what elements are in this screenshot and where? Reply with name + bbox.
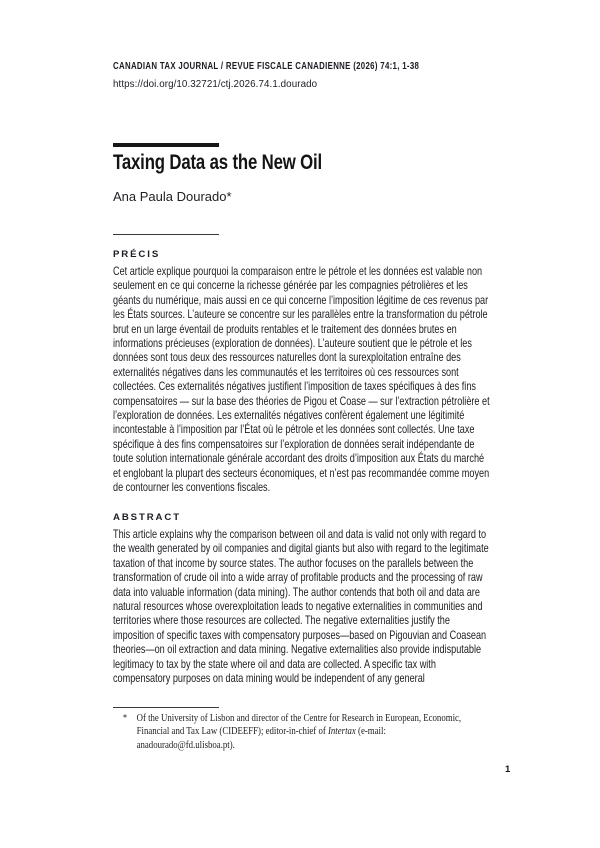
- footnote-text: [137, 712, 463, 752]
- doi-link[interactable]: https://doi.org/10.32721/ctj.2026.74.1.dourado: [113, 79, 318, 90]
- abstract-body-text: This article explains why the comparison between oil and data is valid not only with regard to the wealth generated by oil companies and digital giants but also with regard to the legitimate taxation of that income by source states. The author focuses on the parallels between the transformation of crude oil into a wide array of profitable products and the processing of raw data into valuable information (data mining). The author contends that both oil and data are natural resources whose overexploitation leads to negative externalities in communities and territories where those resources are collected. The negative externalities justify the imposition of specific taxes with compensatory purposes—based on Pigouvian and Coasean theories—on oil extraction and data mining. Negative externalities also provide indisputable legitimacy to tax by the state where oil and data are collected. A specific tax with compensatory purposes on data mining would be independent of any general: [113, 527, 489, 686]
- footnote-text-after-italic: (e-mail: anadourado@fd.ulisboa.pt).: [136, 725, 386, 751]
- footnote-italic-journal-name: Intertax: [327, 725, 356, 738]
- abstract-heading: ABSTRACT: [113, 512, 181, 523]
- article-author: Ana Paula Dourado*: [113, 189, 232, 204]
- author-footnote: [123, 712, 462, 752]
- title-accent-bar: [113, 143, 219, 147]
- page-number: 1: [505, 764, 511, 775]
- precis-heading: PRÉCIS: [113, 249, 161, 260]
- journal-citation-line: CANADIAN TAX JOURNAL / REVUE FISCALE CANADIENNE (2026) 74:1, 1-38: [113, 61, 420, 72]
- precis-divider-rule: [113, 234, 219, 235]
- footnote-asterisk-marker: *: [123, 713, 127, 724]
- precis-body-text: Cet article explique pourquoi la comparaison entre le pétrole et les données est valable non seulement en ce qui concerne la richesse générée par les compagnies pétrolières et les géants du numérique, mais aussi en ce qui concerne l’imposition légitime de ces revenus par les États sources. L’auteure se concentre sur les parallèles entre la transformation du pétrole brut en un large éventail de produits rentables et le traitement des données brutes en informations précieuses (exploration de données). L’auteure soutient que le pétrole et les données sont tous deux des ressources naturelles dont la surexploitation entraîne des externalités négatives dans les communautés et les territoires où ces ressources sont collectées. Ces externalités négatives justifient l’imposition de taxes spécifiques à des fins compensatoires — sur la base des théories de Pigou et Coase — sur l’extraction pétrolière et l’exploration de données. Les externalités négatives confèrent également une légitimité incontestable à l’imposition par l’État où le pétrole et les données sont collectés. Une taxe spécifique à des fins compensatoires sur l’exploration de données serait indépendante de toute solution internationale générale accordant des droits d’imposition aux États du marché et englobant la plupart des secteurs économiques, et n’est pas recommandée comme moyen de contourner les conventions fiscales.: [113, 264, 490, 495]
- footnote-text-before-italic: Of the University of Lisbon and director of the Centre for Research in European, Economic, Financial and Tax Law (CIDEEFF); editor-in-chief of: [136, 712, 462, 738]
- article-title: Taxing Data as the New Oil: [113, 150, 323, 174]
- footnote-divider-rule: [113, 707, 219, 708]
